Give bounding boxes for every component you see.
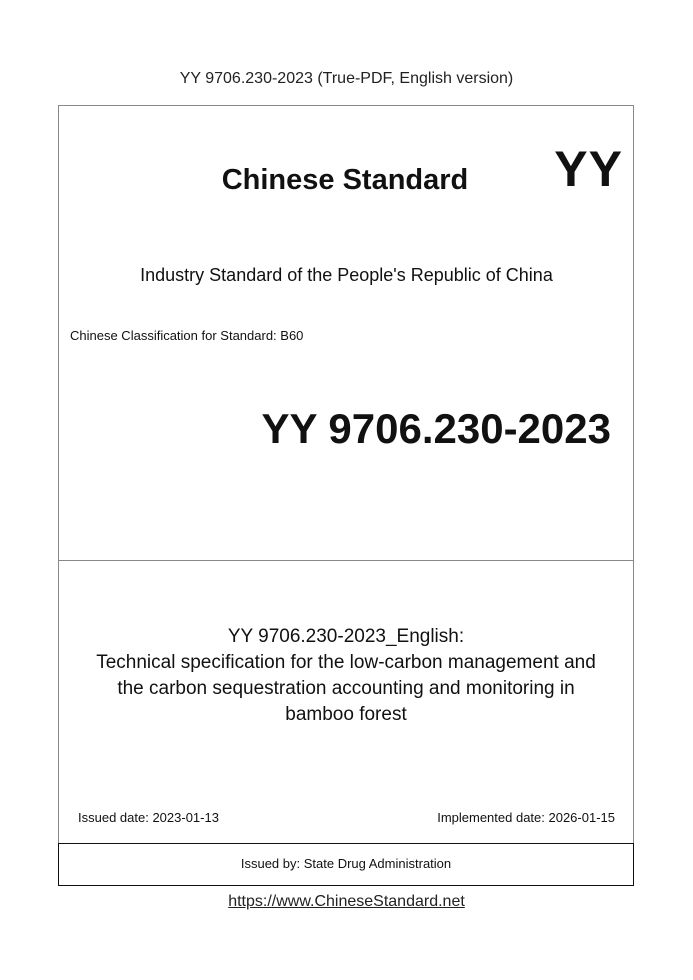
- english-title-line: Technical specification for the low-carbon management and: [96, 652, 596, 673]
- standard-title: Chinese Standard: [221, 164, 469, 196]
- issuer-text: Issued by: State Drug Administration: [240, 856, 452, 871]
- header-title: YY 9706.230-2023 (True-PDF, English version): [179, 70, 514, 87]
- english-title-line: the carbon sequestration accounting and monitoring in: [117, 678, 575, 699]
- english-title-line: YY 9706.230-2023_English:: [227, 626, 465, 647]
- standard-mark: YY: [554, 141, 623, 197]
- classification-text: Chinese Classification for Standard: B60: [70, 328, 304, 343]
- standard-number: YY 9706.230-2023: [261, 405, 611, 452]
- industry-subtitle: Industry Standard of the People's Republic of China: [140, 265, 553, 285]
- footer-link[interactable]: https://www.ChineseStandard.net: [228, 893, 465, 910]
- english-title: [58, 624, 634, 728]
- issued-date: Issued date: 2023-01-13: [78, 810, 219, 825]
- implemented-date: Implemented date: 2026-01-15: [437, 810, 615, 825]
- english-title-line: bamboo forest: [285, 704, 407, 725]
- issuer-box: [58, 843, 634, 886]
